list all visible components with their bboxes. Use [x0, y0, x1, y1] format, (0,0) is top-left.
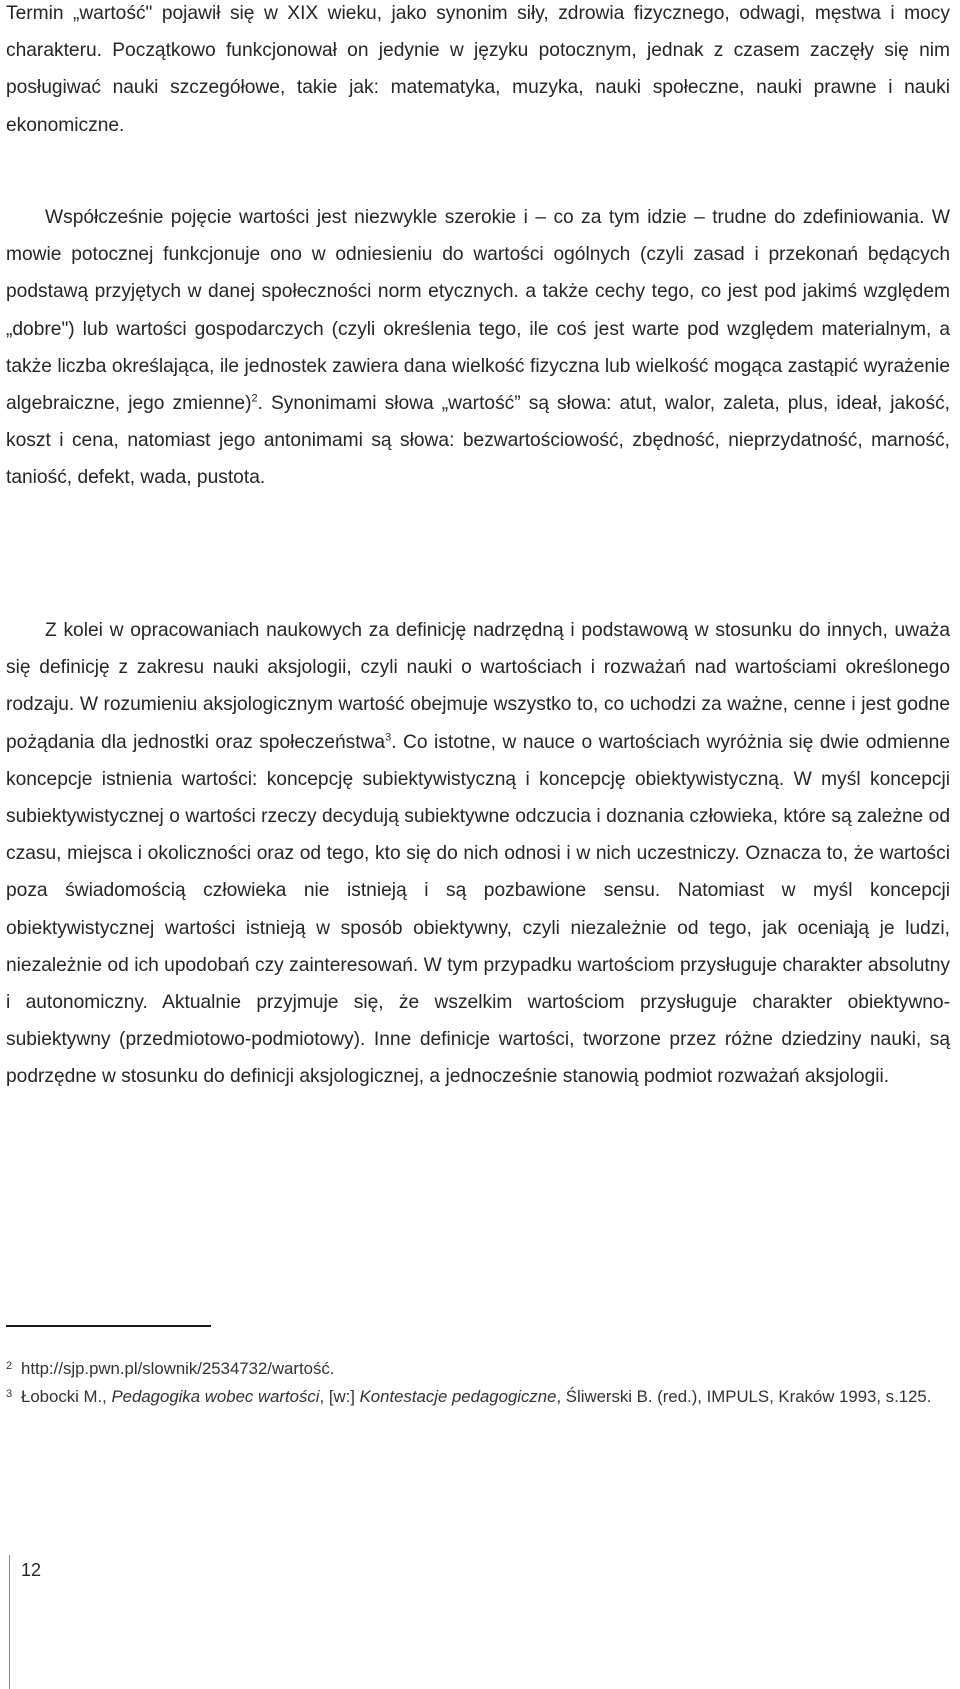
page-number: 12 [21, 1560, 42, 1580]
paragraph-2 [6, 199, 950, 497]
footnote-3 [6, 1384, 950, 1410]
footnote-separator [6, 1325, 211, 1327]
footnote-3-number: 3 [6, 1388, 13, 1400]
footnote-2 [6, 1356, 950, 1382]
paragraph-3-text-a: Z kolei w opracowaniach naukowych za definicję nadrzędną i podstawową w stosunku do innych, uważa się definicję z zakresu nauki aksjologii, czyli nauki o wartościach i rozważań nad wartościami określonego rodzaju. W rozumieniu aksjologicznym wartość obejmuje wszystko to, co uchodzi za ważne, cenne i jest godne pożądania dla jednostki oraz społeczeństwa [6, 620, 950, 753]
footnote-3-author: Łobocki M., [21, 1387, 112, 1406]
footnote-3-rest: , Śliwerski B. (red.), IMPULS, Kraków 1993, s.125. [556, 1387, 932, 1406]
footnote-3-text [21, 1384, 950, 1410]
paragraph-1: Termin „wartość" pojawił się w XIX wieku, jako synonim siły, zdrowia fizycznego, odwagi, męstwa i mocy charakteru. Początkowo funkcjonował on jedynie w języku potocznym, jednak z czasem zaczęły się nim posługiwać nauki szczegółowe, takie jak: matematyka, muzyka, nauki społeczne, nauki prawne i nauki ekonomiczne. [6, 3, 950, 136]
footnote-3-title: Pedagogika wobec wartości [111, 1387, 320, 1406]
paragraph-3-text-b: . Co istotne, w nauce o wartościach wyróżnia się dwie odmienne koncepcje istnienia wartości: koncepcję subiektywistyczną i koncepcję obiektywistyczną. W myśl koncepcji subiektywistycznej o wartości rzeczy decydują subiektywne odczucia i doznania człowieka, które są zależne od czasu, miejsca i okoliczności oraz od tego, kto się do nich odnosi i w nich uczestniczy. Oznacza to, że wartości poza świadomością człowieka nie istnieją i są pozbawione sensu. Natomiast w myśl koncepcji obiektywistycznej wartości istnieją w sposób obiektywny, czyli niezależnie od tego, jak oceniają je ludzi, niezależnie od ich upodobań czy zainteresowań. W tym przypadku wartościom przysługuje charakter absolutny i autonomiczny. Aktualnie przyjmuje się, że wszelkim wartościom przysługuje charakter obiektywno-subiektywny (przedmiotowo-podmiotowy). Inne definicje wartości, tworzone przez różne dziedziny nauki, są podrzędne w stosunku do definicji aksjologicznej, a jednocześnie stanowią podmiot rozważań aksjologii. [6, 731, 951, 1088]
footnote-3-in-label: , [w:] [319, 1387, 360, 1406]
paragraph-2-text-b: . Synonimami słowa „wartość” są słowa: atut, walor, zaleta, plus, ideał, jakość, koszt i cena, natomiast jego antonimami są słowa: bezwartościowość, zbędność, nieprzydatność, marność, taniość, defekt, wada, pustota. [6, 393, 950, 489]
footnote-ref-3[interactable]: 3 [385, 731, 392, 744]
footnote-3-collection: Kontestacje pedagogiczne [359, 1387, 557, 1406]
footnote-2-link[interactable]: http://sjp.pwn.pl/slownik/2534732/wartość. [21, 1359, 335, 1378]
page-number-rule [9, 1555, 10, 1689]
footnote-2-number: 2 [6, 1360, 13, 1372]
footnote-ref-2[interactable]: 2 [251, 392, 258, 405]
paragraph-3 [6, 612, 950, 1096]
paragraph-2-text-a: Współcześnie pojęcie wartości jest niezwykle szerokie i – co za tym idzie – trudne do zdefiniowania. W mowie potocznej funkcjonuje ono w odniesieniu do wartości ogólnych (czyli zasad i przekonań będących podstawą przyjętych w danej społeczności norm etycznych. a także cechy tego, co jest pod jakimś względem „dobre") lub wartości gospodarczych (czyli określenia tego, ile coś jest warte pod względem materialnym, a także liczba określająca, ile jednostek zawiera dana wielkość fizyczna lub wielkość mogąca zastąpić wyrażenie algebraiczne, jego zmienne) [6, 207, 950, 415]
